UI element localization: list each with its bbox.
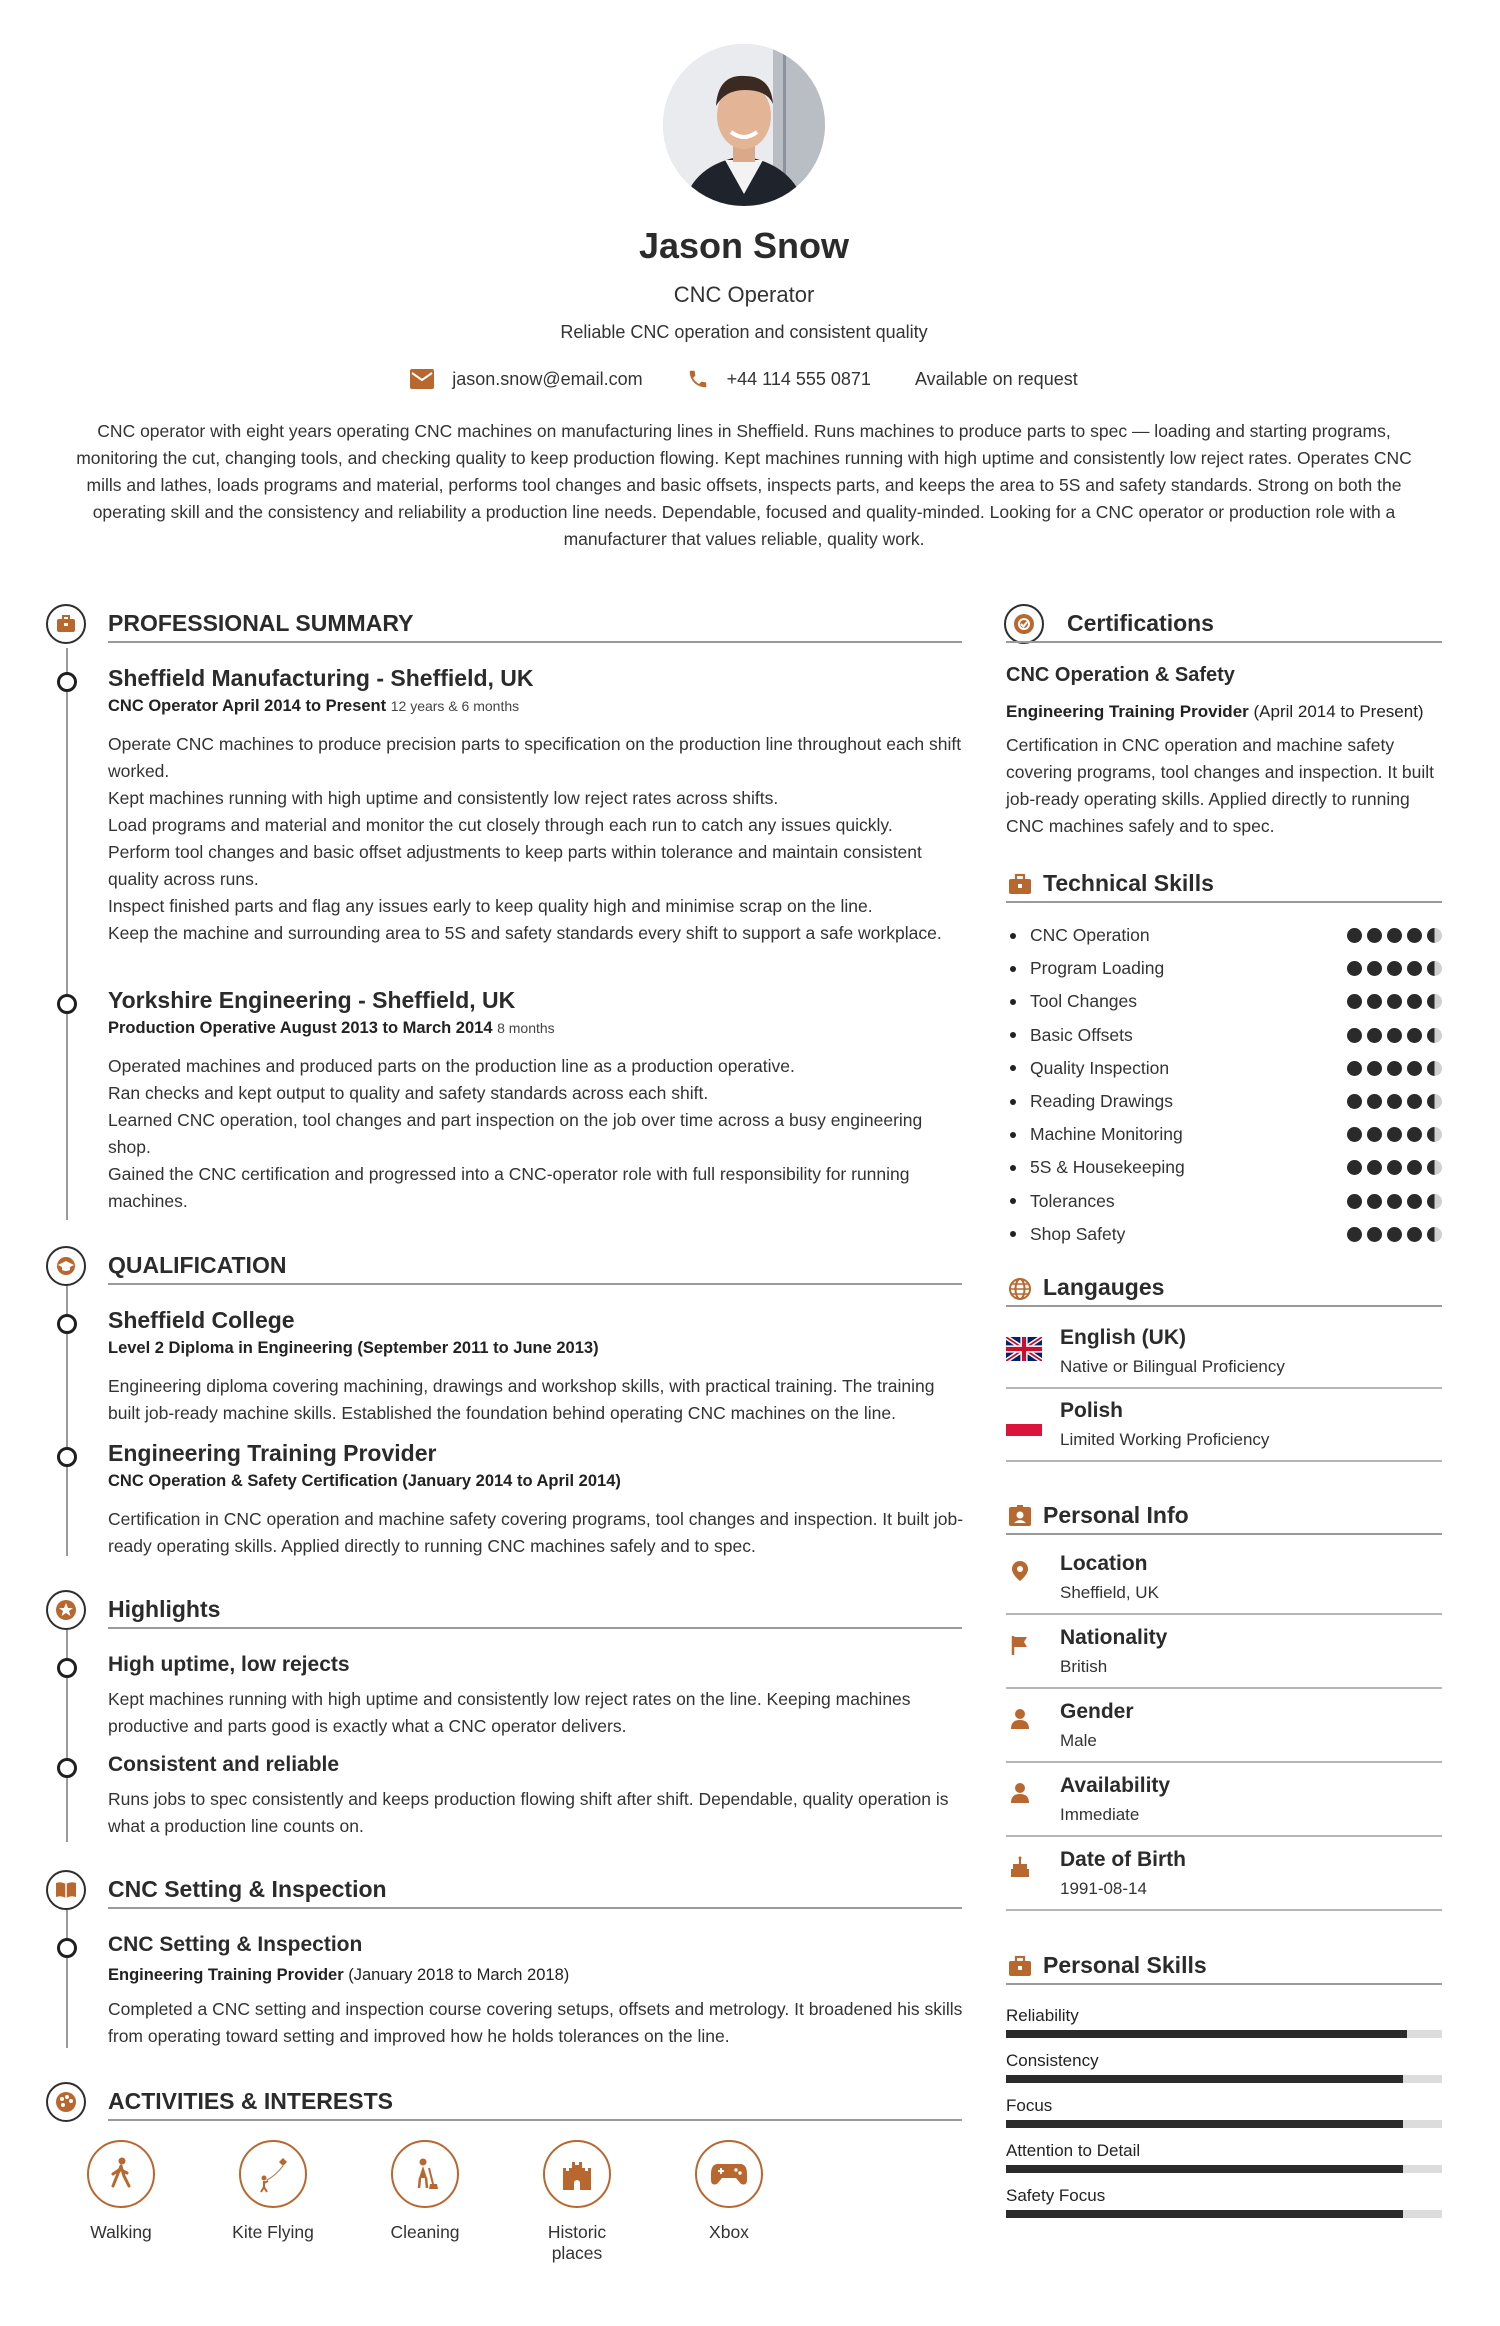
rating-dot — [1387, 1194, 1402, 1209]
personal-skill-name: Attention to Detail — [1006, 2141, 1141, 2160]
skill-rating — [1342, 1094, 1442, 1109]
rating-dot — [1407, 1094, 1422, 1109]
timeline-dot — [57, 1938, 77, 1958]
job-bullet: Gained the CNC certification and progressed into a CNC-operator role with full responsibility for running machines. — [108, 1164, 910, 1211]
personal-skill-bar-fill — [1006, 2030, 1407, 2038]
personal-skill-name: Focus — [1006, 2096, 1053, 2115]
email-icon — [410, 369, 434, 389]
activity-label: Historic places — [547, 2222, 607, 2263]
rating-dot — [1427, 961, 1442, 976]
technical-skill-name: Shop Safety — [1030, 1223, 1126, 1244]
list-bullet — [1010, 1165, 1016, 1171]
star-icon — [46, 1590, 86, 1630]
technical-skill-item — [1006, 1085, 1442, 1118]
rating-dot — [1347, 1160, 1362, 1175]
timeline-dot — [57, 1658, 77, 1678]
briefcase-icon — [46, 604, 86, 644]
phone-icon — [687, 368, 709, 390]
qualification-detail: Level 2 Diploma in Engineering (September 2011 to June 2013) — [108, 1339, 599, 1357]
personal-info-label: Date of Birth — [1060, 1848, 1186, 1871]
rating-dot — [1347, 1028, 1362, 1043]
rating-dot — [1427, 928, 1442, 943]
technical-skill-item — [1006, 1052, 1442, 1085]
personal-skill-name: Consistency — [1006, 2051, 1099, 2070]
activity-xbox — [674, 2140, 784, 2243]
technical-skill-name: Tool Changes — [1030, 991, 1138, 1012]
language-level: Limited Working Proficiency — [1060, 1430, 1270, 1449]
course-provider-name: Engineering Training Provider — [108, 1966, 344, 1984]
availability-contact — [915, 369, 1078, 390]
personal-info-divider — [1006, 1687, 1442, 1689]
highlight-title: Consistent and reliable — [108, 1753, 340, 1776]
activity-label: Cleaning — [390, 2222, 460, 2242]
list-bullet — [1010, 1065, 1016, 1071]
job-bullets — [108, 1053, 964, 1215]
rating-dot — [1347, 961, 1362, 976]
skill-rating — [1342, 994, 1442, 1009]
technical-skill-item — [1006, 1151, 1442, 1184]
language-name: Polish — [1060, 1399, 1124, 1422]
technical-skill-item — [1006, 952, 1442, 985]
skill-rating — [1342, 1127, 1442, 1142]
candidate-name: Jason Snow — [638, 225, 850, 266]
rating-dot — [1387, 994, 1402, 1009]
job-position — [108, 1019, 555, 1038]
section-divider — [108, 1907, 962, 1909]
timeline-dot — [57, 1758, 77, 1778]
toolbox-icon — [1008, 1955, 1032, 1982]
graduation-cap-icon — [46, 1246, 86, 1286]
certification-dates: (April 2014 to Present) — [1253, 702, 1424, 721]
job-duration: 12 years & 6 months — [390, 698, 520, 714]
certificate-icon — [1004, 604, 1044, 644]
timeline-line — [66, 648, 68, 1220]
list-bullet — [1010, 1198, 1016, 1204]
section-divider — [1006, 641, 1442, 643]
personal-info-label: Nationality — [1060, 1626, 1168, 1649]
list-bullet — [1010, 933, 1016, 939]
personal-info-label: Gender — [1060, 1700, 1134, 1723]
email-contact[interactable] — [410, 369, 642, 390]
rating-dot — [1407, 994, 1422, 1009]
personal-skill-bar-fill — [1006, 2075, 1403, 2083]
highlight-description: Kept machines running with high uptime and consistently low reject rates on the line. Keeping machines productive and parts good is exactly what a CNC operator delivers. — [108, 1689, 911, 1736]
certification-provider-name: Engineering Training Provider — [1006, 702, 1249, 721]
skill-rating — [1342, 1194, 1442, 1209]
castle-icon — [559, 2156, 595, 2192]
rating-dot — [1387, 1160, 1402, 1175]
rating-dot — [1367, 1094, 1382, 1109]
list-bullet — [1010, 1231, 1016, 1237]
course-dates: (January 2018 to March 2018) — [348, 1966, 570, 1984]
uk-flag-icon — [1006, 1337, 1042, 1366]
highlight-description: Runs jobs to spec consistently and keeps production flowing shift after shift. Dependable, quality operation is what a production line counts on. — [108, 1789, 949, 1836]
job-bullet: Keep the machine and surrounding area to 5S and safety standards every shift to support a safe workplace. — [108, 923, 942, 943]
rating-dot — [1367, 961, 1382, 976]
activity-kite-flying — [218, 2140, 328, 2243]
id-card-icon — [1008, 1505, 1032, 1532]
section-title-certifications: Certifications — [1067, 610, 1214, 636]
person-icon — [1008, 1781, 1032, 1805]
technical-skill-name: 5S & Housekeeping — [1030, 1157, 1185, 1178]
email-text: jason.snow@email.com — [452, 368, 643, 389]
rating-dot — [1427, 1160, 1442, 1175]
rating-dot — [1407, 1127, 1422, 1142]
rating-dot — [1407, 1160, 1422, 1175]
rating-dot — [1407, 928, 1422, 943]
activity-label: Walking — [90, 2222, 152, 2242]
rating-dot — [1427, 1194, 1442, 1209]
qualification-school: Sheffield College — [108, 1307, 295, 1333]
rating-dot — [1387, 1227, 1402, 1242]
section-title-personal-skills: Personal Skills — [1043, 1952, 1207, 1978]
job-position — [108, 697, 519, 716]
section-title-professional-summary: PROFESSIONAL SUMMARY — [108, 610, 414, 636]
gamepad-icon — [710, 2160, 748, 2188]
rating-dot — [1407, 961, 1422, 976]
personal-info-value: Immediate — [1060, 1805, 1140, 1824]
timeline-line — [66, 1908, 68, 2048]
section-divider — [108, 641, 962, 643]
list-bullet — [1010, 1099, 1016, 1105]
job-duration: 8 months — [497, 1020, 555, 1036]
activity-historic-places — [522, 2140, 632, 2264]
rating-dot — [1347, 1194, 1362, 1209]
cake-icon — [1008, 1855, 1032, 1879]
technical-skill-name: Program Loading — [1030, 958, 1165, 979]
qualification-description: Certification in CNC operation and machine safety covering programs, tool changes and inspection. It built job-ready operating skills. Applied directly to running CNC machines safely and to spec. — [108, 1509, 964, 1556]
toolbox-icon — [1008, 873, 1032, 900]
technical-skill-item — [1006, 1218, 1442, 1251]
rating-dot — [1367, 1194, 1382, 1209]
qualification-school: Engineering Training Provider — [108, 1440, 437, 1466]
technical-skill-item — [1006, 985, 1442, 1018]
rating-dot — [1387, 1127, 1402, 1142]
course-description: Completed a CNC setting and inspection course covering setups, offsets and metrology. It broadened his skills from operating toward setting and improved how he holds tolerances on the line. — [108, 1999, 963, 2046]
activity-label: Kite Flying — [232, 2222, 314, 2242]
skill-rating — [1342, 928, 1442, 943]
rating-dot — [1347, 1061, 1362, 1076]
certification-name: CNC Operation & Safety — [1006, 664, 1235, 686]
qualification-detail: CNC Operation & Safety Certification (January 2014 to April 2014) — [108, 1472, 621, 1490]
personal-info-label: Availability — [1060, 1774, 1171, 1797]
rating-dot — [1367, 928, 1382, 943]
section-divider — [1006, 1305, 1442, 1307]
skill-rating — [1342, 961, 1442, 976]
rating-dot — [1407, 1061, 1422, 1076]
rating-dot — [1407, 1227, 1422, 1242]
job-bullets — [108, 731, 964, 947]
language-level: Native or Bilingual Proficiency — [1060, 1357, 1285, 1376]
job-bullet: Perform tool changes and basic offset adjustments to keep parts within tolerance and maintain consistent quality across runs. — [108, 842, 922, 889]
activity-cleaning — [370, 2140, 480, 2243]
rating-dot — [1367, 1227, 1382, 1242]
personal-info-divider — [1006, 1835, 1442, 1837]
skill-rating — [1342, 1028, 1442, 1043]
personal-skill-bar — [1006, 2120, 1442, 2128]
rating-dot — [1427, 1061, 1442, 1076]
section-divider — [108, 1283, 962, 1285]
timeline-dot — [57, 1314, 77, 1334]
technical-skill-name: Reading Drawings — [1030, 1091, 1173, 1111]
personal-info-label: Location — [1060, 1552, 1148, 1575]
language-divider — [1006, 1460, 1442, 1462]
technical-skill-name: Quality Inspection — [1030, 1057, 1170, 1078]
skill-rating — [1342, 1160, 1442, 1175]
technical-skill-item — [1006, 1118, 1442, 1151]
timeline-dot — [57, 672, 77, 692]
rating-dot — [1387, 1061, 1402, 1076]
timeline-dot — [57, 994, 77, 1014]
phone-contact[interactable] — [687, 368, 871, 390]
technical-skill-name: Tolerances — [1030, 1190, 1115, 1211]
technical-skill-item — [1006, 1185, 1442, 1218]
phone-text: +44 114 555 0871 — [726, 368, 871, 389]
language-divider — [1006, 1387, 1442, 1389]
qualification-description: Engineering diploma covering machining, drawings and workshop skills, with practical training. The training built job-ready machine skills. Established the foundation behind operating CNC machines on the line. — [108, 1376, 935, 1423]
job-bullet: Ran checks and kept output to quality and safety standards across each shift. — [108, 1083, 709, 1103]
job-bullet: Kept machines running with high uptime and consistently low reject rates across shifts. — [108, 788, 779, 808]
rating-dot — [1347, 928, 1362, 943]
candidate-role: CNC Operator — [673, 282, 815, 307]
flag-icon — [1008, 1633, 1032, 1657]
list-bullet — [1010, 966, 1016, 972]
summary-paragraph: CNC operator with eight years operating CNC machines on manufacturing lines in Sheffield. Runs machines to produce parts to spec — loading and starting programs, monitoring the cut, changing tools, and checking quality to keep production flowing. Kept machines running with high uptime and consistently low reject rates. Operates CNC mills and lathes, loads programs and material, performs tool changes and basic offsets, inspects parts, and keeps the area to 5S and safety standards. Strong on both the operating skill and the consistency and reliability a production line needs. Dependable, focused and quality-minded. Looking for a CNC operator or production role with a manufacturer that values reliable, quality work. — [76, 421, 1412, 549]
personal-info-value: Sheffield, UK — [1060, 1583, 1159, 1602]
personal-info-value: Male — [1060, 1731, 1097, 1750]
section-divider — [108, 1627, 962, 1629]
rating-dot — [1347, 1127, 1362, 1142]
rating-dot — [1387, 961, 1402, 976]
rating-dot — [1407, 1194, 1422, 1209]
job-position-text: Production Operative August 2013 to March 2014 — [108, 1019, 493, 1037]
list-bullet — [1010, 1132, 1016, 1138]
rating-dot — [1387, 1028, 1402, 1043]
rating-dot — [1427, 1028, 1442, 1043]
technical-skill-name: Basic Offsets — [1030, 1024, 1133, 1045]
personal-info-value: British — [1060, 1657, 1108, 1676]
highlight-title: High uptime, low rejects — [108, 1653, 350, 1676]
section-title-activities: ACTIVITIES & INTERESTS — [108, 2088, 393, 2114]
personal-info-value: 1991-08-14 — [1060, 1879, 1147, 1898]
technical-skill-name: Machine Monitoring — [1030, 1124, 1183, 1145]
rating-dot — [1347, 1094, 1362, 1109]
book-icon — [46, 1870, 86, 1910]
section-title-personal-info: Personal Info — [1043, 1502, 1189, 1528]
skill-rating — [1342, 1061, 1442, 1076]
section-title-technical-skills: Technical Skills — [1043, 870, 1214, 896]
personal-info-divider — [1006, 1761, 1442, 1763]
rating-dot — [1387, 928, 1402, 943]
poland-flag-icon — [1006, 1412, 1042, 1441]
availability-text: Available on request — [914, 368, 1078, 389]
rating-dot — [1407, 1028, 1422, 1043]
rating-dot — [1387, 1094, 1402, 1109]
technical-skill-name: CNC Operation — [1030, 925, 1150, 945]
section-title-languages: Langauges — [1043, 1274, 1165, 1300]
section-title-qualification: QUALIFICATION — [108, 1252, 287, 1278]
walking-icon — [103, 2156, 139, 2192]
job-bullet: Learned CNC operation, tool changes and part inspection on the job over time across a busy engineering shop. — [108, 1110, 923, 1157]
kite-icon — [253, 2154, 293, 2194]
personal-skill-bar-fill — [1006, 2165, 1403, 2173]
job-company: Sheffield Manufacturing - Sheffield, UK — [108, 665, 534, 691]
certification-provider — [1006, 702, 1424, 722]
rating-dot — [1427, 1227, 1442, 1242]
course-title: CNC Setting & Inspection — [108, 1933, 363, 1956]
skill-rating — [1342, 1227, 1442, 1242]
job-company: Yorkshire Engineering - Sheffield, UK — [108, 987, 516, 1013]
language-name: English (UK) — [1060, 1326, 1186, 1349]
section-divider — [108, 2119, 962, 2121]
rating-dot — [1367, 1028, 1382, 1043]
rating-dot — [1367, 1061, 1382, 1076]
rating-dot — [1367, 994, 1382, 1009]
globe-icon — [1008, 1277, 1032, 1306]
technical-skill-item — [1006, 1019, 1442, 1052]
section-title-highlights: Highlights — [108, 1596, 221, 1622]
personal-skill-bar — [1006, 2165, 1442, 2173]
rating-dot — [1427, 1094, 1442, 1109]
list-bullet — [1010, 999, 1016, 1005]
rating-dot — [1427, 994, 1442, 1009]
personal-skill-bar — [1006, 2210, 1442, 2218]
rating-dot — [1347, 994, 1362, 1009]
rating-dot — [1347, 1227, 1362, 1242]
rating-dot — [1427, 1127, 1442, 1142]
rating-dot — [1367, 1160, 1382, 1175]
cleaning-icon — [407, 2156, 443, 2192]
section-divider — [1006, 901, 1442, 903]
personal-skill-name: Reliability — [1006, 2006, 1079, 2025]
personal-info-divider — [1006, 1613, 1442, 1615]
job-position-text: CNC Operator April 2014 to Present — [108, 697, 387, 715]
activity-label: Xbox — [709, 2222, 749, 2242]
course-provider — [108, 1966, 569, 1985]
job-bullet: Inspect finished parts and flag any issues early to keep quality high and minimise scrap on the line. — [108, 896, 873, 916]
activity-walking — [66, 2140, 176, 2243]
person-icon — [1008, 1707, 1032, 1731]
rating-dot — [1367, 1127, 1382, 1142]
personal-skill-name: Safety Focus — [1006, 2186, 1106, 2205]
section-divider — [1006, 1533, 1442, 1535]
personal-info-divider — [1006, 1909, 1442, 1911]
technical-skill-item — [1006, 919, 1442, 952]
palette-icon — [46, 2082, 86, 2122]
job-bullet: Load programs and material and monitor the cut closely through each run to catch any issues quickly. — [108, 815, 893, 835]
candidate-tagline: Reliable CNC operation and consistent quality — [560, 322, 928, 342]
profile-photo — [663, 44, 825, 206]
personal-skill-bar-fill — [1006, 2120, 1403, 2128]
job-bullet: Operate CNC machines to produce precision parts to specification on the production line throughout each shift worked. — [108, 734, 962, 781]
personal-skill-bar — [1006, 2075, 1442, 2083]
location-pin-icon — [1008, 1559, 1032, 1583]
personal-skill-bar — [1006, 2030, 1442, 2038]
contact-row — [0, 368, 1488, 390]
timeline-dot — [57, 1447, 77, 1467]
job-bullet: Operated machines and produced parts on the production line as a production operative. — [108, 1056, 795, 1076]
personal-skill-bar-fill — [1006, 2210, 1403, 2218]
certification-description: Certification in CNC operation and machine safety covering programs, tool changes and inspection. It built job-ready operating skills. Applied directly to running CNC machines safely and to spec. — [1006, 735, 1435, 836]
section-divider — [1006, 1983, 1442, 1985]
section-title-cnc-setting: CNC Setting & Inspection — [108, 1876, 387, 1902]
list-bullet — [1010, 1032, 1016, 1038]
